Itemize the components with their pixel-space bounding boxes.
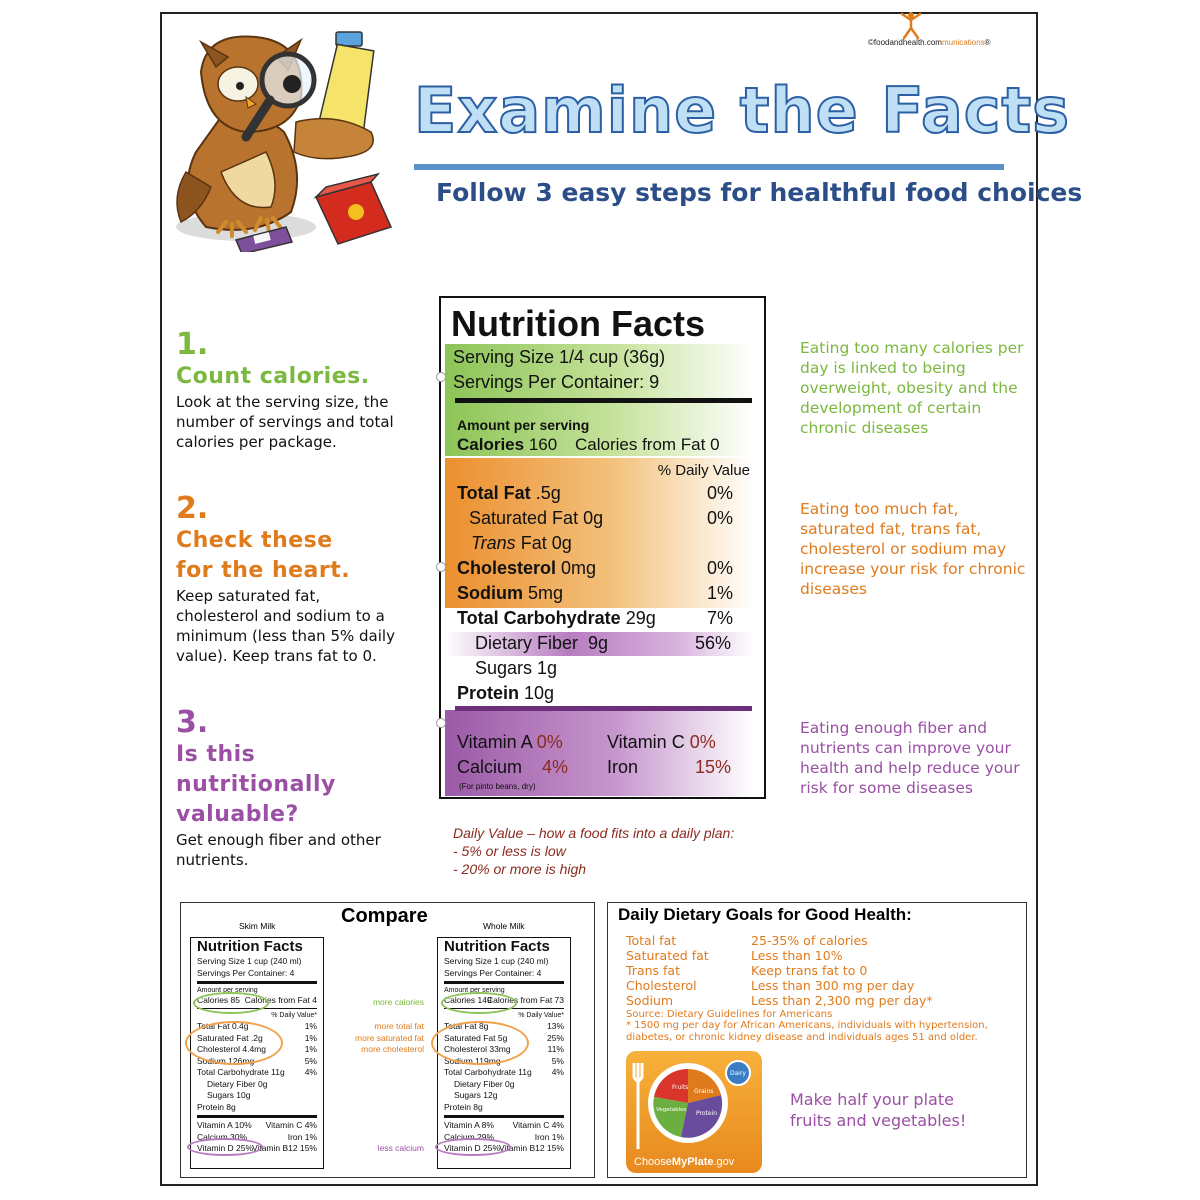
nf-vitamin-c: Vitamin C 0% xyxy=(607,732,716,752)
owl-magnifier-illustration xyxy=(166,22,406,252)
nf-dietary-fiber-dv: 56% xyxy=(695,633,732,653)
nf-title: Nutrition Facts xyxy=(451,303,706,344)
plate-grains-label: Grains xyxy=(694,1088,714,1095)
poster-subtitle: Follow 3 easy steps for healthful food choices xyxy=(436,178,1083,207)
goal-trans-fat: Trans fat Keep trans fat to 0 xyxy=(626,963,868,978)
step-1-number: 1. xyxy=(176,327,209,362)
step-2 xyxy=(176,491,406,666)
nf-cholesterol-dv: 0% xyxy=(707,558,734,578)
myplate-icon xyxy=(626,1051,762,1173)
nf-daily-value-header: % Daily Value xyxy=(657,462,750,479)
compare-box xyxy=(180,902,595,1178)
side-note-fiber: Eating enough fiber and nutrients can improve your health and help reduce your risk for some diseases xyxy=(800,719,1020,797)
plate-dairy-label: Dairy xyxy=(730,1070,746,1077)
nf-dietary-fiber: Dietary Fiber 9g xyxy=(475,633,609,653)
skim-milk-label: Skim Milk xyxy=(239,921,276,931)
highlight-oval-skim-calcium xyxy=(187,1138,263,1156)
nf-protein: Protein 10g xyxy=(457,683,555,703)
nf-saturated-fat-dv: 0% xyxy=(707,508,734,528)
plate-fruits-label: Fruits xyxy=(672,1084,689,1091)
nf-iron: Iron xyxy=(607,757,639,777)
stick-figure-logo-icon xyxy=(896,10,926,40)
step-3 xyxy=(176,705,406,870)
whole-milk-label: Whole Milk xyxy=(483,921,525,931)
nf-iron-val: 15% xyxy=(695,757,732,777)
nf-calcium: Calcium 4% xyxy=(457,757,569,777)
plate-vegetables-label: Vegetables xyxy=(656,1107,687,1113)
nf-total-fat-dv: 0% xyxy=(707,483,734,503)
goals-footnote: * 1500 mg per day for African Americans, individuals with hypertension, diabetes, or chronic kidney disease and individuals ages 51 and older. xyxy=(626,1020,988,1043)
myplate-logo xyxy=(626,1051,762,1173)
step-1 xyxy=(176,327,406,452)
nf-total-fat: Total Fat .5g xyxy=(457,483,561,503)
nf-trans-fat: Trans Fat 0g xyxy=(471,533,572,553)
step-3-heading: Is this nutritionally valuable? xyxy=(176,742,336,827)
nf-servings: Servings Per Container: 9 xyxy=(453,372,660,392)
goal-sodium: Sodium Less than 2,300 mg per day* xyxy=(626,993,933,1008)
highlight-oval-whole-fat xyxy=(431,1021,529,1065)
callout-dot-2 xyxy=(436,562,446,572)
plate-note: Make half your plate fruits and vegetables! xyxy=(790,1090,967,1130)
compare-title: Compare xyxy=(341,905,428,927)
whole-milk-nutrition-label: Nutrition Facts Serving Size 1 cup (240 ml) Servings Per Container: 4 Amount per serving Calories 149 Calories from Fat 73 % Daily Value* Total Fat 8g 13% Saturated Fat 5g 25% Cholesterol 33mg 11% Sodium 119mg 5% Total Carbohydrate 11g 4% Dietary Fiber 0g Sugars 12g Protein 8g Vitamin A 8% Vitamin C 4% Calcium 29% Iron 1% Vitamin D 25% Vitamin B12 15% xyxy=(437,937,571,1169)
callout-dot-3 xyxy=(436,718,446,728)
side-note-fat: Eating too much fat, saturated fat, trans fat, cholesterol or sodium may increase your risk for chronic diseases xyxy=(800,500,1026,598)
note-more-calories: more calories xyxy=(372,997,424,1007)
nf-serving-size: Serving Size 1/4 cup (36g) xyxy=(453,347,666,367)
step-3-body: Get enough fiber and other nutrients. xyxy=(176,831,381,869)
nf-rule xyxy=(455,706,752,711)
step-3-number: 3. xyxy=(176,705,209,740)
daily-goals-box xyxy=(607,902,1027,1178)
step-2-number: 2. xyxy=(176,491,209,526)
highlight-oval-whole-calories xyxy=(441,992,517,1014)
goal-saturated-fat: Saturated fat Less than 10% xyxy=(626,948,843,963)
nf-calories-from-fat: Calories from Fat 0 xyxy=(575,435,720,454)
side-note-calories: Eating too many calories per day is linked to being overweight, obesity and the development of certain chronic diseases xyxy=(800,339,1024,437)
step-1-body: Look at the serving size, the number of servings and total calories per package. xyxy=(176,393,394,451)
note-fat: more total fat more saturated fat more cholesterol xyxy=(355,1021,424,1054)
goal-total-fat: Total fat 25-35% of calories xyxy=(626,933,868,948)
nf-sugars: Sugars 1g xyxy=(475,658,558,678)
step-1-heading: Count calories. xyxy=(176,364,370,389)
poster-title: Examine the Facts xyxy=(414,74,1071,147)
skim-milk-nutrition-label: Nutrition Facts Serving Size 1 cup (240 ml) Servings Per Container: 4 Amount per serving Calories 85 Calories from Fat 4 % Daily Value* Total Fat 0.4g 1% Saturated Fat .2g 1% Cholesterol 4.4mg 1% Sodium 126mg 5% Total Carbohydrate 11g 4% Dietary Fiber 0g Sugars 10g Protein 8g Vitamin A 10% Vitamin C 4% Calcium 30% Iron 1% Vitamin D 25% Vitamin B12 15% xyxy=(190,937,324,1169)
callout-dot-1 xyxy=(436,372,446,382)
nf-vitamin-a: Vitamin A 0% xyxy=(457,732,563,752)
goals-title: Daily Dietary Goals for Good Health: xyxy=(618,905,912,924)
note-less-calcium: less calcium xyxy=(377,1143,424,1153)
nf-total-carb-dv: 7% xyxy=(707,608,734,628)
step-2-body: Keep saturated fat, cholesterol and sodium to a minimum (less than 5% daily value). Keep trans fat to 0. xyxy=(176,587,395,665)
nf-amount-per-serving: Amount per serving xyxy=(457,417,590,433)
nf-cholesterol: Cholesterol 0mg xyxy=(457,558,597,578)
goal-cholesterol: Cholesterol Less than 300 mg per day xyxy=(626,978,915,993)
highlight-oval-skim-fat xyxy=(185,1021,283,1065)
nf-footnote: (For pinto beans, dry) xyxy=(459,782,536,791)
nf-saturated-fat: Saturated Fat 0g xyxy=(469,508,604,528)
goals-source: Source: Dietary Guidelines for Americans xyxy=(626,1009,833,1020)
nutrition-facts-label xyxy=(439,296,766,799)
nf-rule xyxy=(455,398,752,403)
daily-value-note: Daily Value – how a food fits into a daily plan: - 5% or less is low - 20% or more is high xyxy=(453,825,735,877)
highlight-oval-whole-calcium xyxy=(435,1138,511,1156)
myplate-brand: ChooseMyPlate.gov xyxy=(634,1156,735,1168)
plate-protein-label: Protein xyxy=(696,1110,718,1117)
nf-total-carb: Total Carbohydrate 29g xyxy=(457,608,656,628)
nf-sodium-dv: 1% xyxy=(707,583,734,603)
title-underline xyxy=(414,164,1004,170)
nf-calories-row: Calories 160 xyxy=(457,435,558,454)
copyright-text: ©foodandhealth.communications® xyxy=(868,38,991,47)
nf-sodium: Sodium 5mg xyxy=(457,583,564,603)
step-2-heading: Check these for the heart. xyxy=(176,528,351,583)
highlight-oval-skim-calories xyxy=(193,992,269,1014)
